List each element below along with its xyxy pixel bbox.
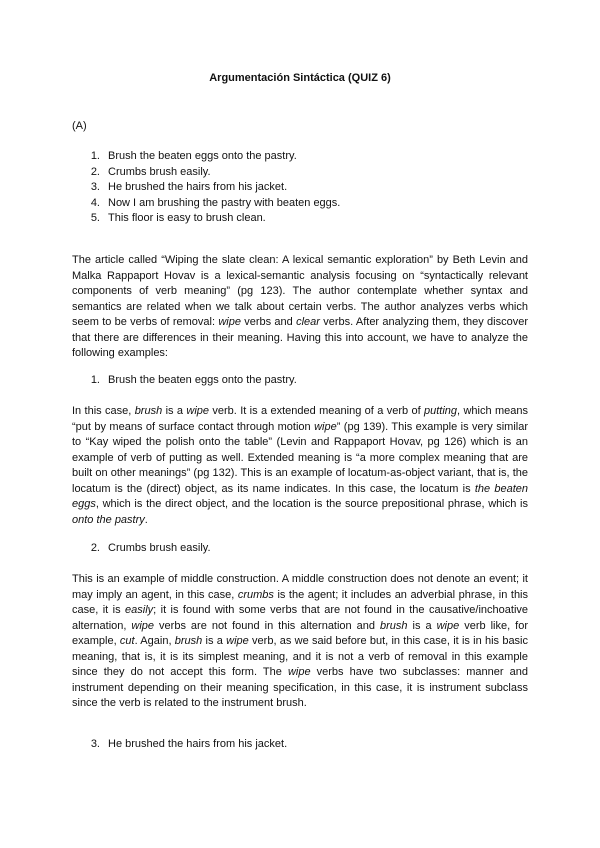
list-item: 5. This floor is easy to brush clean.: [90, 212, 266, 224]
analysis-paragraph-2: This is an example of middle construction. A middle construction does not denote an event; it may imply an agent, in this case, crumbs is the agent; it includes an adverbial phrase, in this case, it is easily; it is found with some verbs that are not found in the causative/inchoative alternation, wipe verbs are not found in this alternation and brush is a wipe verb like, for example, cut. Again, brush is a wipe verb, as we said before but, in this case, it is in his basic meaning, that is, it is its simplest meaning, and it is not a verb of removal in this example since they do not accept this form. The wipe verbs have two subclasses: manner and instrument depending on their meaning specification, in this case, it is instrument subclass since the verb is related to the instrument brush.: [72, 573, 529, 709]
page-title: Argumentación Sintáctica (QUIZ 6): [209, 72, 391, 84]
examples-list: [72, 149, 532, 227]
list-item: 3. He brushed the hairs from his jacket.: [90, 181, 288, 193]
example-heading-3: 3. He brushed the hairs from his jacket.: [90, 738, 288, 750]
section-label: (A): [72, 120, 87, 132]
example-heading-2: 2. Crumbs brush easily.: [90, 542, 211, 554]
analysis-paragraph-1: In this case, brush is a wipe verb. It is a extended meaning of a verb of putting, which means “put by means of surface contact through motion wipe” (pg 139). This example is very similar to “Kay wiped the polish onto the table” (Levin and Rappaport Hovav, pg 126) which is an example of verb of putting as well. Extended meaning is “a more complex meaning that are built on other meanings” (pg 132). This is an example of locatum-as-object variant, that is, the locatum is the (direct) object, as its name indicates. In this case, the locatum is the beaten eggs, which is the direct object, and the location is the source prepositional phrase, which is onto the pastry.: [72, 405, 529, 526]
list-item: 1. Brush the beaten eggs onto the pastry.: [90, 150, 297, 162]
example-heading-1: 1. Brush the beaten eggs onto the pastry.: [90, 374, 297, 386]
intro-paragraph: The article called “Wiping the slate clean: A lexical semantic exploration” by Beth Levin and Malka Rappaport Hovav is a lexical-semantic analysis focusing on “syntactically relevant components of verb meaning” (pg 123). The author contemplate whether syntax and semantics are related when we talk about certain verbs. The author analyzes verbs which seem to be verbs of removal: wipe verbs and clear verbs. After analyzing them, they discover that there are differences in their meaning. Having this into account, we have to analyze the following examples:: [72, 254, 529, 359]
list-item: 2. Crumbs brush easily.: [90, 165, 211, 178]
list-item: 4. Now I am brushing the pastry with beaten eggs.: [90, 196, 341, 209]
